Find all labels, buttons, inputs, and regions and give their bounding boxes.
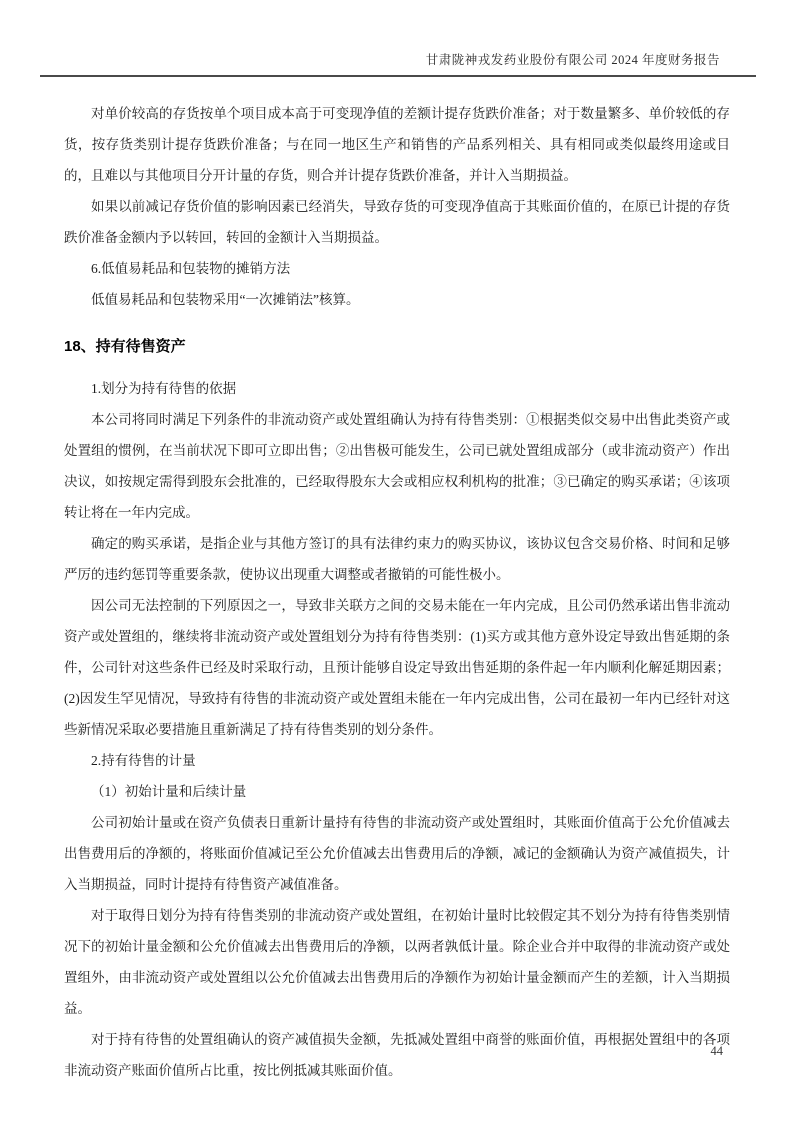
paragraph-one-time-amortization: 低值易耗品和包装物采用“一次摊销法”核算。 bbox=[91, 292, 360, 307]
paragraph-provision-reversal: 如果以前减记存货价值的影响因素已经消失，导致存货的可变现净值高于其账面价值的，在原已计提的存货跌价准备金额内予以转回，转回的金额计入当期损益。 bbox=[64, 199, 730, 245]
paragraph-extension-beyond-one-year: 因公司无法控制的下列原因之一，导致非关联方之间的交易未能在一年内完成，且公司仍然承诺出售非流动资产或处置组的，继续将非流动资产或处置组划分为持有待售类别：(1)买方或其他方意外设定导致出售延期的条件，公司针对这些条件已经及时采取行动，且预计能够自设定导致出售延期的条件起一年内顺利化解延期因素；(2)因发生罕见情况，导致持有待售的非流动资产或处置组未能在一年内完成出售，公司在最初一年内已经针对这些新情况采取必要措施且重新满足了持有待售类别的划分条件。 bbox=[64, 598, 730, 737]
page-footer bbox=[64, 1042, 723, 1122]
item-1-classification-basis-title: 1.划分为持有待售的依据 bbox=[91, 381, 237, 396]
paragraph-initial-measurement: 公司初始计量或在资产负债表日重新计量持有待售的非流动资产或处置组时，其账面价值高于公允价值减去出售费用后的净额的，将账面价值减记至公允价值减去出售费用后的净额，减记的金额确认为资产减值损失，计入当期损益，同时计提持有待售资产减值准备。 bbox=[64, 815, 730, 892]
paragraph-firm-purchase-commitment: 确定的购买承诺，是指企业与其他方签订的具有法律约束力的购买协议，该协议包含交易价格、时间和足够严厉的违约惩罚等重要条款，使协议出现重大调整或者撤销的可能性极小。 bbox=[64, 536, 730, 582]
item-2-measurement-title: 2.持有待售的计量 bbox=[91, 753, 196, 768]
page-header bbox=[40, 0, 756, 77]
page-number: 44 bbox=[710, 1044, 723, 1058]
item-6-amortization-method-title: 6.低值易耗品和包装物的摊销方法 bbox=[91, 261, 291, 276]
report-header-title: 甘肃陇神戎发药业股份有限公司 2024 年度财务报告 bbox=[425, 53, 720, 67]
paragraph-held-for-sale-criteria: 本公司将同时满足下列条件的非流动资产或处置组确认为持有待售类别：①根据类似交易中出售此类资产或处置组的惯例，在当前状况下即可立即出售；②出售极可能发生，公司已就处置组成部分（或非流动资产）作出决议，如按规定需得到股东会批准的，已经取得股东大会或相应权利机构的批准；③已确定的购买承诺；④该项转让将在一年内完成。 bbox=[64, 412, 730, 520]
section-heading-18-held-for-sale-assets: 18、持有待售资产 bbox=[64, 338, 186, 355]
paragraph-inventory-provision: 对单价较高的存货按单个项目成本高于可变现净值的差额计提存货跌价准备；对于数量繁多、单价较低的存货，按存货类别计提存货跌价准备；与在同一地区生产和销售的产品系列相关、具有相同或类似最终用途或目的，且难以与其他项目分开计量的存货，则合并计提存货跌价准备，并计入当期损益。 bbox=[64, 106, 730, 183]
paragraph-impairment-allocation: 对于持有待售的处置组确认的资产减值损失金额，先抵减处置组中商誉的账面价值，再根据处置组中的各项非流动资产账面价值所占比重，按比例抵减其账面价值。 bbox=[64, 1032, 730, 1078]
paragraph-acquisition-date-measurement: 对于取得日划分为持有待售类别的非流动资产或处置组，在初始计量时比较假定其不划分为持有待售类别情况下的初始计量金额和公允价值减去出售费用后的净额，以两者孰低计量。除企业合并中取得的非流动资产或处置组外，由非流动资产或处置组以公允价值减去出售费用后的净额作为初始计量金额而产生的差额，计入当期损益。 bbox=[64, 908, 730, 1016]
item-2-1-initial-subsequent-measurement-title: （1）初始计量和后续计量 bbox=[91, 784, 247, 799]
document-body bbox=[64, 98, 730, 1086]
